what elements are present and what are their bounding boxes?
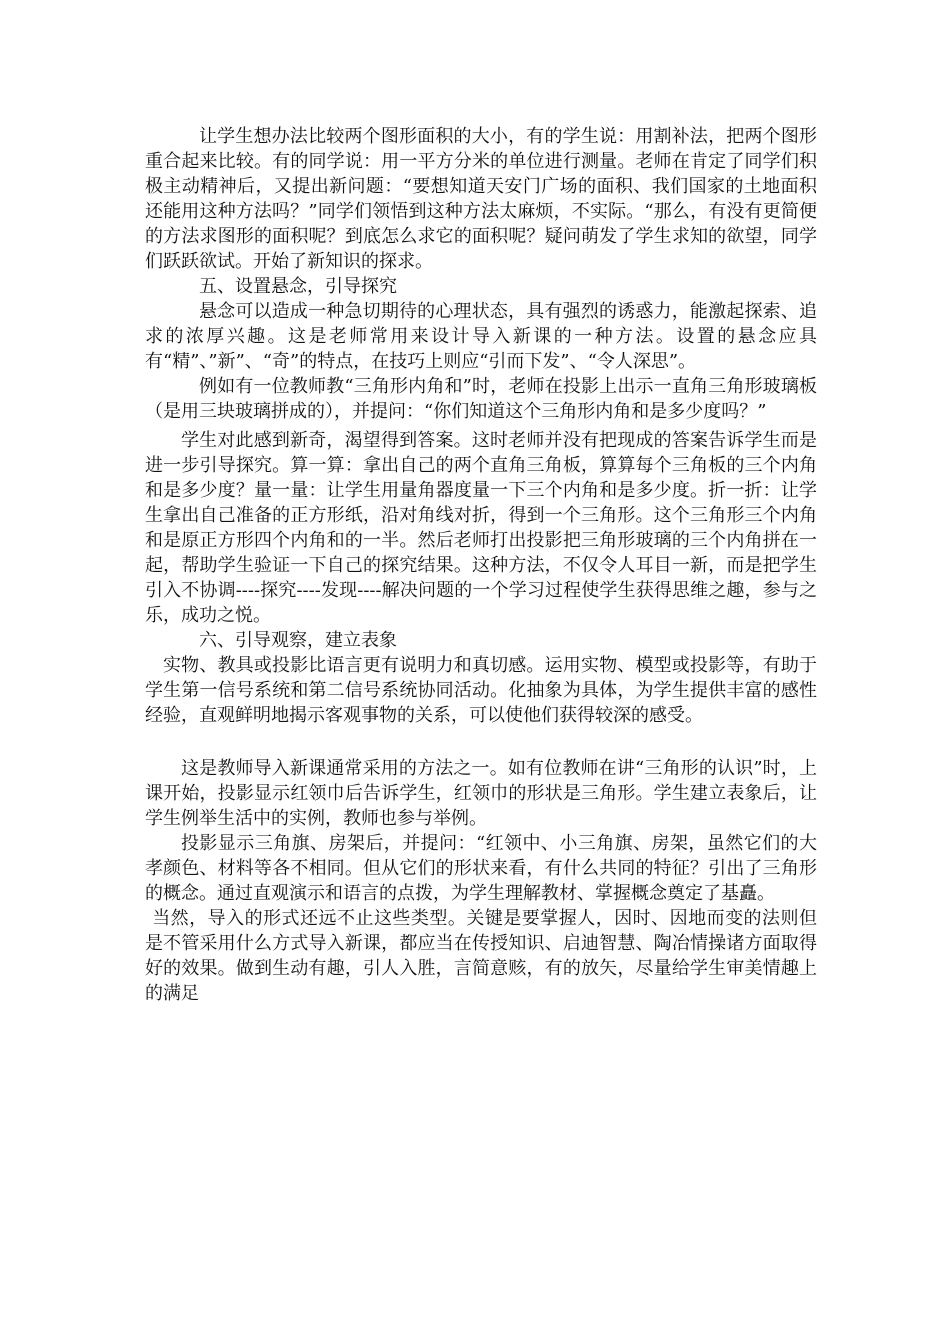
paragraph-triangle-concept: 投影显示三角旗、房架后，并提问：“红领中、小三角旗、房架，虽然它们的大孝颜色、材料等各不相同。但从它们的形状来看，有什么共同的特征？引出了三角形的概念。通过直观演示和语言的点拨，为学生理解教材、掌握概念奠定了基矗。	[145, 833, 817, 904]
section-heading-suspense: 五、设置悬念，引导探究	[199, 276, 397, 297]
paragraph-triangle-recognition: 这是教师导入新课通常采用的方法之一。如有位教师在讲“三角形的认识”时，上课开始，投影显示红领巾后告诉学生，红领巾的形状是三角形。学生建立表象后，让学生例举生活中的实例，教师也参与举例。	[145, 758, 817, 829]
paragraph-exploration: 学生对此感到新奇，渴望得到答案。这时老师并没有把现成的答案告诉学生而是进一步引导探究。算一算：拿出自己的两个直角三角板，算算每个三角板的三个内角和是多少度？量一量：让学生用量角器度量一下三个内角和是多少度。折一折：让学生拿出自己准备的正方形纸，沿对角线对折，得到一个三角形。这个三角形三个内角和是原正方形四个内角和的一半。然后老师打出投影把三角形玻璃的三个内角拼在一起，帮助学生验证一下自己的探究结果。这种方法，不仅令人耳目一新，而是把学生引入不协调----探究----发现----解决问题的一个学习过程使学生获得思维之趣，参与之乐，成功之悦。	[145, 430, 817, 626]
paragraph-area-comparison: 让学生想办法比较两个图形面积的大小，有的学生说：用割补法，把两个图形重合起来比较。有的同学说：用一平方分米的单位进行测量。老师在肯定了同学们积极主动精神后，又提出新问题：“要想知道天安门广场的面积、我们国家的土地面积还能用这种方法吗？”同学们领悟到这种方法太麻烦，不实际。“那么，有没有更简便的方法求图形的面积呢？到底怎么求它的面积呢？疑问萌发了学生求知的欲望，同学们跃跃欲试。开始了新知识的探求。	[145, 126, 817, 272]
paragraph-suspense-intro: 悬念可以造成一种急切期待的心理状态，具有强烈的诱惑力，能激起探索、追求的浓厚兴趣。这是老师常用来设计导入新课的一种方法。设置的悬念应具有“精”、”新”、“奇”的特点，在技巧上则应“引而下发”、“令人深思”。	[145, 301, 817, 372]
paragraph-triangle-angle-example: 例如有一位教师教“三角形内角和”时，老师在投影上出示一直角三角形玻璃板（是用三块玻璃拼成的），并提问：“你们知道这个三角形内角和是多少度吗？”	[145, 376, 817, 422]
paragraph-observation-intro: 实物、教具或投影比语言更有说明力和真切感。运用实物、模型或投影等，有助于学生第一信号系统和第二信号系统协同活动。化抽象为具体，为学生提供丰富的感性经验，直观鲜明地揭示客观事物的关系，可以使他们获得较深的感受。	[145, 655, 817, 726]
document-body	[145, 124, 817, 1006]
section-heading-observation: 六、引导观察，建立表象	[199, 630, 397, 651]
paragraph-conclusion: 当然，导入的形式还远不止这些类型。关键是要掌握人，因时、因地而变的法则但是不管采用什么方式导入新课，都应当在传授知识、启迪智慧、陶冶情操诸方面取得好的效果。做到生动有趣，引人入胜，言简意赅，有的放矢，尽量给学生审美情趣上的满足	[145, 908, 817, 1004]
